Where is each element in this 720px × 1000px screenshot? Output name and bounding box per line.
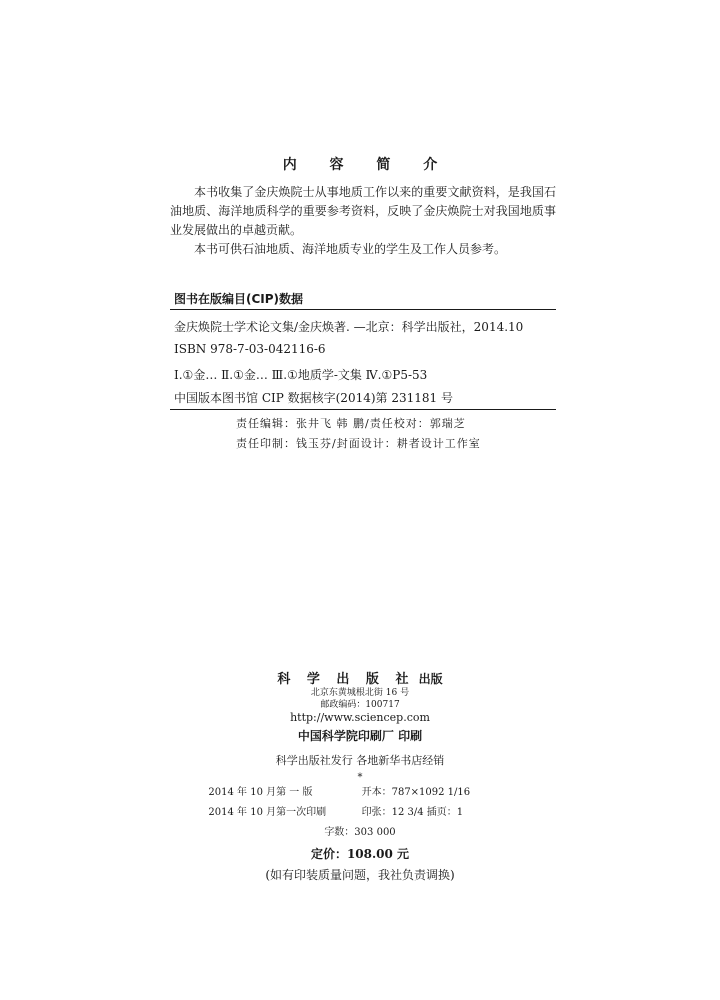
publisher-suffix: 出版 <box>418 672 443 686</box>
printer-suffix: 印刷 <box>398 729 423 743</box>
cip-heading: 图书在版编目(CIP)数据 <box>174 292 304 306</box>
publisher-address: 北京东黄城根北街 16 号 <box>310 688 410 698</box>
format-size: 开本：787×1092 1/16 <box>361 787 471 798</box>
publisher-line <box>0 668 720 687</box>
intro-paragraph-1: 本书收集了金庆焕院士从事地质工作以来的重要文献资料，是我国石油地质、海洋地质科学的重要参考资料，反映了金庆焕院士对我国地质事业发展做出的卓越贡献。 <box>170 185 556 237</box>
quality-notice: (如有印装质量问题，我社负责调换) <box>265 868 455 882</box>
sheets-count: 印张：12 3/4 插页：1 <box>361 807 464 818</box>
staff-line-1: 责任编辑：张井飞 韩 鹏/责任校对：郭瑞芝 <box>236 417 466 430</box>
publisher-url: http://www.sciencep.com <box>290 711 430 724</box>
publisher-postcode: 邮政编码：100717 <box>320 700 400 710</box>
edition-date: 2014 年 10 月第 一 版 <box>208 787 313 798</box>
edition-row-2 <box>0 803 720 823</box>
word-count: 字数：303 000 <box>324 827 396 838</box>
separator-star: * <box>357 772 363 783</box>
price: 定价：108.00 元 <box>310 847 410 861</box>
cip-title-line: 金庆焕院士学术论文集/金庆焕著. —北京：科学出版社，2014.10 <box>174 320 524 334</box>
printer-name: 中国科学院印刷厂 <box>297 729 394 743</box>
printer-line <box>0 727 720 744</box>
cip-top-rule <box>170 309 556 310</box>
introduction <box>170 183 556 259</box>
publication-info <box>0 668 720 883</box>
staff-line-2: 责任印制：钱玉芬/封面设计：耕者设计工作室 <box>236 437 481 450</box>
page-title: 内 容 简 介 <box>282 157 452 173</box>
print-date: 2014 年 10 月第一次印刷 <box>208 807 327 818</box>
cip-isbn: ISBN 978-7-03-042116-6 <box>174 342 326 356</box>
edition-row-1 <box>0 783 720 803</box>
intro-paragraph-2: 本书可供石油地质、海洋地质专业的学生及工作人员参考。 <box>194 242 507 256</box>
cip-bottom-rule <box>170 409 556 410</box>
cip-record-number: 中国版本图书馆 CIP 数据核字(2014)第 231181 号 <box>174 391 453 405</box>
cip-classification: Ⅰ.①金… Ⅱ.①金… Ⅲ.①地质学-文集 Ⅳ.①P5-53 <box>174 368 428 382</box>
publisher-name: 科 学 出 版 社 <box>277 672 415 687</box>
distribution-line: 科学出版社发行 各地新华书店经销 <box>275 754 445 767</box>
